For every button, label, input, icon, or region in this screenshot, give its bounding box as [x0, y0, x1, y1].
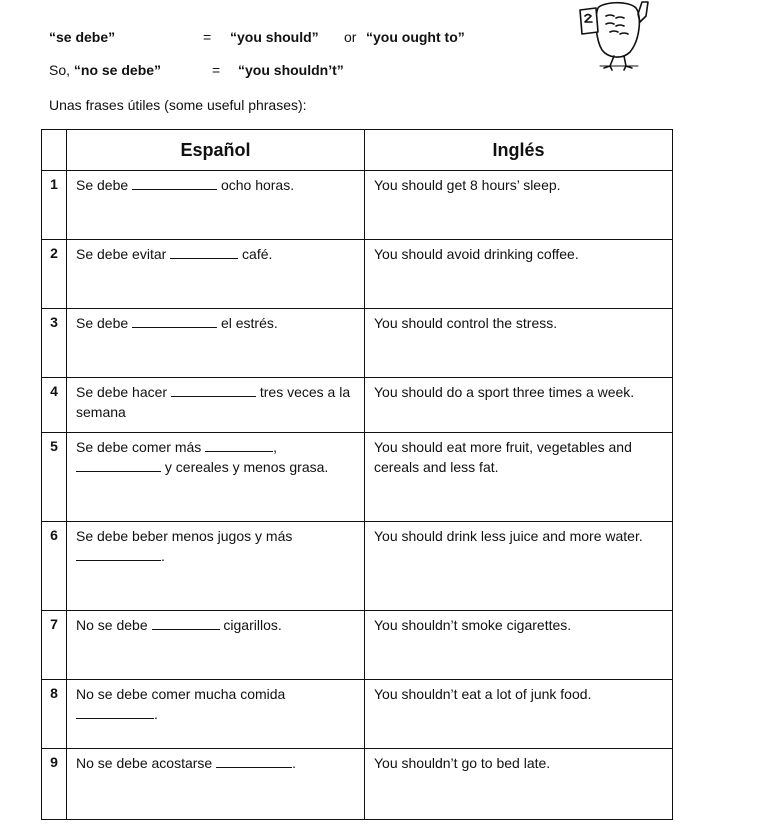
spanish-cell: Se debe beber menos jugos y más . [67, 522, 365, 611]
row-number: 9 [42, 749, 67, 820]
english-cell: You should do a sport three times a week. [365, 378, 673, 433]
spanish-cell: Se debe comer más , y cereales y menos grasa. [67, 433, 365, 522]
english-cell: You should avoid drinking coffee. [365, 240, 673, 309]
table-row [42, 522, 673, 611]
table-row [42, 680, 673, 749]
fill-in-blank [76, 706, 154, 719]
row-number: 5 [42, 433, 67, 522]
table-row [42, 240, 673, 309]
table-row [42, 171, 673, 240]
column-header-espanol: Español [67, 130, 365, 171]
spanish-cell: No se debe comer mucha comida . [67, 680, 365, 749]
fill-in-blank [132, 315, 217, 328]
spanish-cell: Se debe evitar café. [67, 240, 365, 309]
english-cell: You shouldn’t eat a lot of junk food. [365, 680, 673, 749]
header-translation-you-shouldnt: “you shouldn’t” [238, 62, 344, 78]
table-row [42, 309, 673, 378]
subtitle: Unas frases útiles (some useful phrases): [49, 97, 307, 113]
fill-in-blank [216, 755, 292, 768]
spanish-cell: Se debe el estrés. [67, 309, 365, 378]
fill-in-blank [152, 617, 220, 630]
row-number: 1 [42, 171, 67, 240]
row-number: 3 [42, 309, 67, 378]
fill-in-blank [132, 177, 217, 190]
spanish-cell: Se debe hacer tres veces a la semana [67, 378, 365, 433]
row-number: 8 [42, 680, 67, 749]
english-cell: You shouldn’t smoke cigarettes. [365, 611, 673, 680]
table-row [42, 611, 673, 680]
header-translation-you-should: “you should” [230, 29, 319, 45]
header-term-se-debe: “se debe” [49, 29, 116, 45]
row-number: 4 [42, 378, 67, 433]
header-translation-you-ought-to: “you ought to” [366, 29, 465, 45]
fill-in-blank [170, 246, 238, 259]
fill-in-blank [171, 384, 256, 397]
english-cell: You should drink less juice and more water. [365, 522, 673, 611]
row-number: 6 [42, 522, 67, 611]
header-line2: So, “no se debe” [49, 62, 162, 78]
header-equals-2: = [212, 62, 221, 78]
english-cell: You shouldn’t go to bed late. [365, 749, 673, 820]
header-or: or [344, 29, 357, 45]
table-row [42, 749, 673, 820]
fill-in-blank [76, 459, 161, 472]
fill-in-blank [205, 439, 273, 452]
owl-holding-paper-icon [576, 0, 656, 72]
english-cell: You should control the stress. [365, 309, 673, 378]
phrases-table [41, 129, 673, 820]
english-cell: You should eat more fruit, vegetables and cereals and less fat. [365, 433, 673, 522]
table-row [42, 433, 673, 522]
table-row [42, 378, 673, 433]
row-number: 2 [42, 240, 67, 309]
spanish-cell: Se debe ocho horas. [67, 171, 365, 240]
row-number: 7 [42, 611, 67, 680]
fill-in-blank [76, 548, 161, 561]
header-equals-1: = [203, 29, 212, 45]
spanish-cell: No se debe acostarse . [67, 749, 365, 820]
header-cell-number [42, 130, 67, 171]
column-header-ingles: Inglés [365, 130, 673, 171]
spanish-cell: No se debe cigarillos. [67, 611, 365, 680]
english-cell: You should get 8 hours’ sleep. [365, 171, 673, 240]
